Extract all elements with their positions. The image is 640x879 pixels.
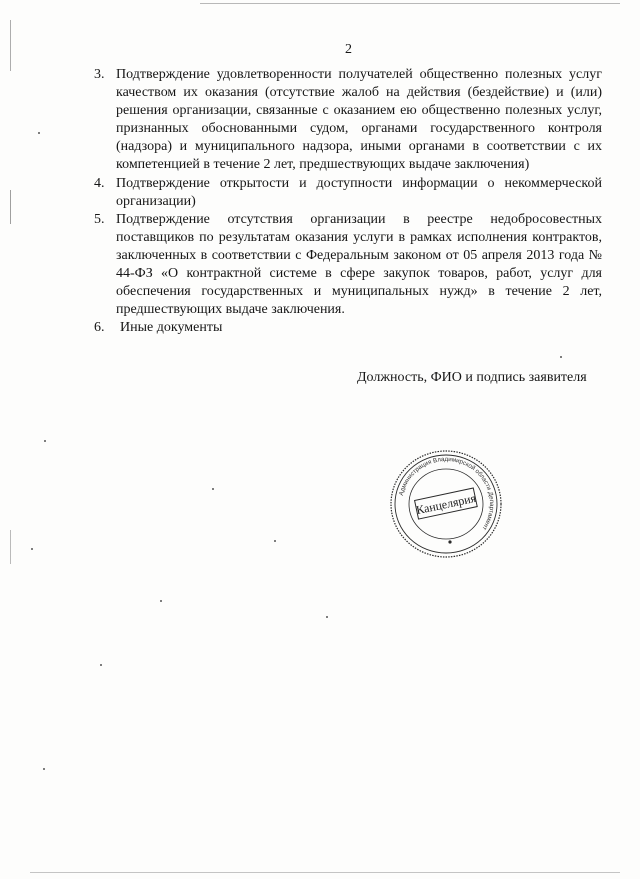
scan-edge-top	[200, 3, 620, 4]
scan-speck	[31, 548, 33, 550]
scan-speck	[274, 540, 276, 542]
scan-speck	[43, 768, 45, 770]
stamp-center-text: Канцелярия	[414, 490, 478, 518]
scan-speck	[212, 488, 214, 490]
scan-edge-bottom	[30, 872, 620, 873]
list-item-number: 5.	[94, 211, 105, 227]
list-item-number: 6.	[94, 320, 105, 336]
list-item-text: Подтверждение удовлетворенности получателей общественно полезных услуг качеством их оказания (отсутствие жалоб на действия (бездействие) и (или) решения организации, связанные с оказанием ею общественно полезных услуг, признанных обоснованными судом, органами государственного контроля (надзора) и муниципального надзора, иными органами в соответствии с их компетенцией в течение 2 лет, предшествующих выдаче заключения)	[116, 67, 602, 173]
list-item-text: Подтверждение открытости и доступности информации о некоммерческой организации)	[116, 175, 602, 209]
page-number: 2	[345, 42, 352, 57]
list-item-text: Иные документы	[120, 320, 223, 336]
list-item-text: Подтверждение отсутствия организации в реестре недобросовестных поставщиков по результатам оказания услуги в рамках исполнения контрактов, заключенных в соответствии с Федеральным законом от 05 апреля 2013 года № 44-ФЗ «О контрактной системе в сфере закупок товаров, работ, услуг для обеспечения государственных и муниципальных нужд» в течение 2 лет, предшествующих выдаче заключения.	[116, 211, 602, 318]
scan-edge-left	[10, 20, 11, 870]
list-item-number: 3.	[94, 67, 105, 82]
list-item	[94, 319, 602, 337]
scan-speck	[38, 132, 40, 134]
scan-speck	[326, 616, 328, 618]
list-item-number: 4.	[94, 175, 105, 191]
scan-speck	[160, 600, 162, 602]
list-item	[94, 175, 602, 211]
office-stamp	[388, 448, 504, 560]
stamp-graphic	[388, 448, 504, 560]
stamp-ring-text: Администрация Владимирской области Департамент	[397, 455, 496, 532]
scan-speck	[560, 356, 562, 358]
list-item	[94, 66, 602, 175]
signature-caption: Должность, ФИО и подпись заявителя	[357, 370, 587, 385]
scan-speck	[100, 664, 102, 666]
requirements-list	[94, 66, 602, 337]
list-item	[94, 211, 602, 320]
scan-speck	[44, 440, 46, 442]
